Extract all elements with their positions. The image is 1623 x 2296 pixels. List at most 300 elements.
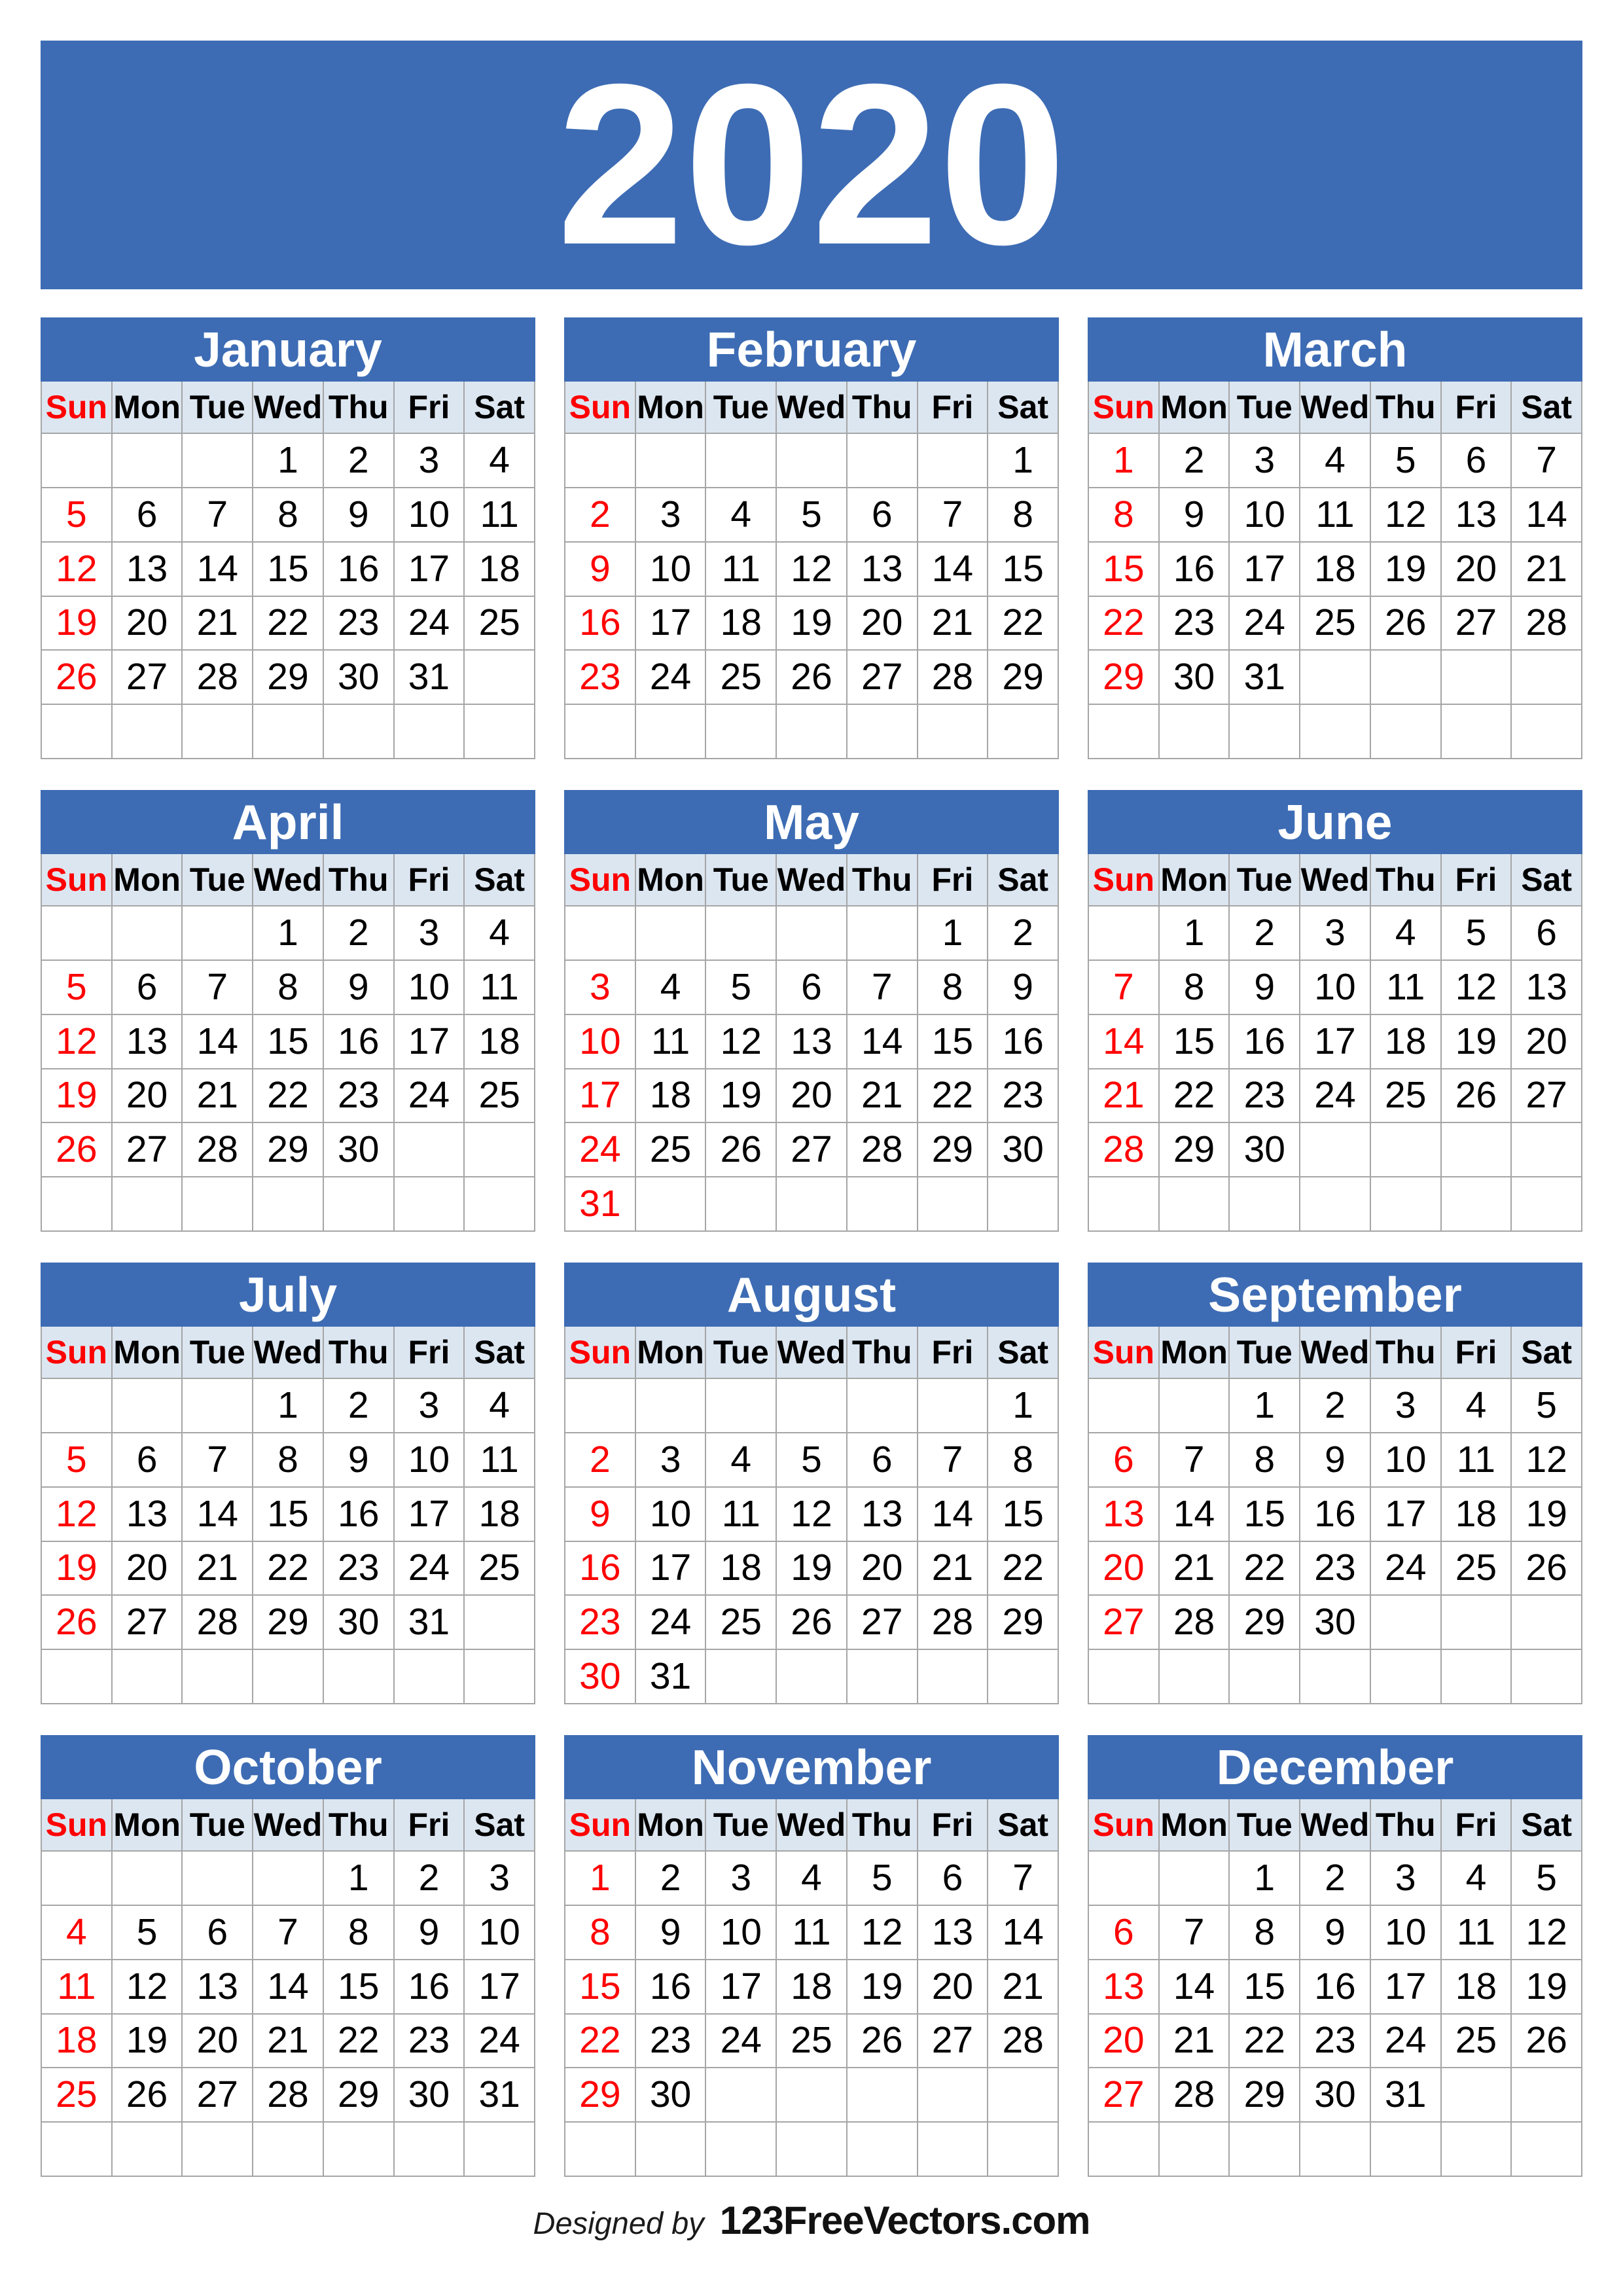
date-april-15: 15	[253, 1015, 324, 1069]
date-september-11: 11	[1442, 1433, 1512, 1488]
date-december-20: 20	[1089, 2015, 1160, 2069]
date-december-18: 18	[1442, 1960, 1512, 2015]
date-cell-empty	[988, 2123, 1059, 2177]
date-cell-empty	[1371, 1596, 1442, 1650]
date-september-18: 18	[1442, 1488, 1512, 1542]
date-cell-empty	[636, 1379, 707, 1433]
date-november-1: 1	[565, 1852, 636, 1906]
month-body	[1088, 854, 1582, 1232]
date-september-22: 22	[1230, 1542, 1300, 1596]
date-march-22: 22	[1089, 597, 1160, 651]
date-cell-empty	[1442, 1596, 1512, 1650]
date-cell-empty	[1089, 1177, 1160, 1232]
date-june-7: 7	[1089, 961, 1160, 1015]
date-june-13: 13	[1512, 961, 1582, 1015]
month-january	[41, 317, 535, 759]
date-september-20: 20	[1089, 1542, 1160, 1596]
date-february-28: 28	[918, 651, 989, 705]
weekday-header-row	[42, 1799, 535, 1852]
date-december-10: 10	[1371, 1906, 1442, 1960]
date-september-5: 5	[1512, 1379, 1582, 1433]
date-march-3: 3	[1230, 434, 1300, 488]
date-june-9: 9	[1230, 961, 1300, 1015]
date-cell-empty	[565, 1379, 636, 1433]
date-cell-empty	[777, 2123, 847, 2177]
date-august-9: 9	[565, 1488, 636, 1542]
date-february-10: 10	[636, 543, 707, 597]
day-header-mon: Mon	[1160, 1799, 1230, 1852]
day-header-sat: Sat	[465, 854, 535, 906]
date-cell-empty	[253, 1650, 324, 1704]
date-july-17: 17	[395, 1488, 465, 1542]
date-cell-empty	[1089, 906, 1160, 961]
day-header-sat: Sat	[988, 382, 1059, 434]
date-december-31: 31	[1371, 2068, 1442, 2123]
weekday-header-row	[42, 854, 535, 906]
day-header-sat: Sat	[988, 1327, 1059, 1379]
day-header-wed: Wed	[1300, 1327, 1371, 1379]
day-header-thu: Thu	[1371, 854, 1442, 906]
date-cell-empty	[183, 2123, 253, 2177]
date-june-17: 17	[1300, 1015, 1371, 1069]
day-header-thu: Thu	[847, 854, 918, 906]
date-january-11: 11	[465, 488, 535, 543]
date-june-16: 16	[1230, 1015, 1300, 1069]
weekday-header-row	[565, 382, 1059, 434]
date-october-23: 23	[395, 2015, 465, 2069]
day-header-tue: Tue	[1230, 382, 1300, 434]
date-october-24: 24	[465, 2015, 535, 2069]
date-september-4: 4	[1442, 1379, 1512, 1433]
months-grid	[41, 317, 1582, 2177]
day-header-mon: Mon	[1160, 382, 1230, 434]
day-header-thu: Thu	[1371, 1799, 1442, 1852]
date-september-19: 19	[1512, 1488, 1582, 1542]
date-december-22: 22	[1230, 2015, 1300, 2069]
date-july-7: 7	[183, 1433, 253, 1488]
date-cell-empty	[1371, 705, 1442, 759]
date-cell-empty	[1371, 1177, 1442, 1232]
day-header-wed: Wed	[253, 1799, 324, 1852]
date-march-27: 27	[1442, 597, 1512, 651]
date-june-1: 1	[1160, 906, 1230, 961]
date-july-12: 12	[42, 1488, 113, 1542]
date-cell-empty	[113, 906, 183, 961]
date-december-23: 23	[1300, 2015, 1371, 2069]
month-title: October	[41, 1735, 535, 1799]
date-august-26: 26	[777, 1596, 847, 1650]
date-september-29: 29	[1230, 1596, 1300, 1650]
date-cell-empty	[324, 1177, 395, 1232]
date-cell-empty	[395, 1650, 465, 1704]
date-november-17: 17	[706, 1960, 777, 2015]
date-cell-empty	[253, 2123, 324, 2177]
date-june-10: 10	[1300, 961, 1371, 1015]
date-cell-empty	[847, 434, 918, 488]
date-october-5: 5	[113, 1906, 183, 1960]
date-may-5: 5	[706, 961, 777, 1015]
date-cell-empty	[1160, 1379, 1230, 1433]
date-april-28: 28	[183, 1123, 253, 1177]
date-december-14: 14	[1160, 1960, 1230, 2015]
date-grid	[1089, 906, 1582, 1232]
date-cell-empty	[777, 1379, 847, 1433]
day-header-tue: Tue	[706, 1327, 777, 1379]
date-november-18: 18	[777, 1960, 847, 2015]
date-december-6: 6	[1089, 1906, 1160, 1960]
day-header-mon: Mon	[113, 1799, 183, 1852]
weekday-header-row	[1089, 382, 1582, 434]
date-cell-empty	[1089, 2123, 1160, 2177]
date-october-2: 2	[395, 1852, 465, 1906]
date-cell-empty	[1512, 2123, 1582, 2177]
date-cell-empty	[42, 1852, 113, 1906]
day-header-thu: Thu	[324, 1327, 395, 1379]
date-july-22: 22	[253, 1542, 324, 1596]
month-body	[564, 1327, 1059, 1704]
date-october-10: 10	[465, 1906, 535, 1960]
date-january-31: 31	[395, 651, 465, 705]
date-december-26: 26	[1512, 2015, 1582, 2069]
credit-prefix: Designed by	[533, 2206, 704, 2240]
day-header-sun: Sun	[1089, 1799, 1160, 1852]
date-may-28: 28	[847, 1123, 918, 1177]
date-cell-empty	[706, 1177, 777, 1232]
day-header-fri: Fri	[395, 854, 465, 906]
date-march-10: 10	[1230, 488, 1300, 543]
date-january-8: 8	[253, 488, 324, 543]
month-april	[41, 790, 535, 1232]
date-february-26: 26	[777, 651, 847, 705]
date-january-24: 24	[395, 597, 465, 651]
month-body	[41, 1327, 535, 1704]
month-september	[1088, 1263, 1582, 1704]
date-march-24: 24	[1230, 597, 1300, 651]
date-cell-empty	[1512, 705, 1582, 759]
date-june-4: 4	[1371, 906, 1442, 961]
date-cell-empty	[1371, 651, 1442, 705]
date-march-12: 12	[1371, 488, 1442, 543]
date-september-27: 27	[1089, 1596, 1160, 1650]
month-title: May	[564, 790, 1059, 854]
date-grid	[42, 1852, 535, 2177]
date-cell-empty	[42, 705, 113, 759]
date-grid	[1089, 1379, 1582, 1704]
day-header-fri: Fri	[1442, 854, 1512, 906]
date-april-5: 5	[42, 961, 113, 1015]
month-title: August	[564, 1263, 1059, 1327]
date-july-21: 21	[183, 1542, 253, 1596]
date-march-1: 1	[1089, 434, 1160, 488]
date-december-15: 15	[1230, 1960, 1300, 2015]
date-january-23: 23	[324, 597, 395, 651]
date-cell-empty	[42, 2123, 113, 2177]
date-october-22: 22	[324, 2015, 395, 2069]
weekday-header-row	[1089, 1799, 1582, 1852]
date-february-7: 7	[918, 488, 989, 543]
date-january-5: 5	[42, 488, 113, 543]
date-january-9: 9	[324, 488, 395, 543]
date-february-20: 20	[847, 597, 918, 651]
date-august-27: 27	[847, 1596, 918, 1650]
date-august-12: 12	[777, 1488, 847, 1542]
day-header-wed: Wed	[777, 854, 847, 906]
date-july-24: 24	[395, 1542, 465, 1596]
date-cell-empty	[113, 2123, 183, 2177]
date-may-29: 29	[918, 1123, 989, 1177]
date-cell-empty	[1089, 1379, 1160, 1433]
date-april-22: 22	[253, 1069, 324, 1124]
date-july-4: 4	[465, 1379, 535, 1433]
date-cell-empty	[636, 2123, 707, 2177]
month-body	[1088, 1799, 1582, 2177]
date-february-29: 29	[988, 651, 1059, 705]
date-march-29: 29	[1089, 651, 1160, 705]
date-july-25: 25	[465, 1542, 535, 1596]
date-may-7: 7	[847, 961, 918, 1015]
date-july-10: 10	[395, 1433, 465, 1488]
date-august-7: 7	[918, 1433, 989, 1488]
date-december-30: 30	[1300, 2068, 1371, 2123]
date-january-14: 14	[183, 543, 253, 597]
date-july-20: 20	[113, 1542, 183, 1596]
date-august-29: 29	[988, 1596, 1059, 1650]
date-cell-empty	[1160, 2123, 1230, 2177]
date-cell-empty	[918, 1379, 989, 1433]
date-april-16: 16	[324, 1015, 395, 1069]
month-title: January	[41, 317, 535, 382]
date-october-27: 27	[183, 2068, 253, 2123]
date-august-3: 3	[636, 1433, 707, 1488]
date-january-21: 21	[183, 597, 253, 651]
date-october-31: 31	[465, 2068, 535, 2123]
date-november-16: 16	[636, 1960, 707, 2015]
date-october-25: 25	[42, 2068, 113, 2123]
date-grid	[1089, 434, 1582, 759]
date-march-6: 6	[1442, 434, 1512, 488]
date-april-17: 17	[395, 1015, 465, 1069]
day-header-tue: Tue	[706, 854, 777, 906]
date-february-2: 2	[565, 488, 636, 543]
day-header-fri: Fri	[918, 1327, 989, 1379]
day-header-thu: Thu	[847, 1799, 918, 1852]
date-september-30: 30	[1300, 1596, 1371, 1650]
date-cell-empty	[1160, 1852, 1230, 1906]
date-october-20: 20	[183, 2015, 253, 2069]
date-august-1: 1	[988, 1379, 1059, 1433]
date-cell-empty	[706, 2123, 777, 2177]
day-header-sun: Sun	[1089, 382, 1160, 434]
date-august-22: 22	[988, 1542, 1059, 1596]
date-february-23: 23	[565, 651, 636, 705]
date-cell-empty	[183, 1379, 253, 1433]
date-february-4: 4	[706, 488, 777, 543]
date-cell-empty	[1442, 705, 1512, 759]
date-june-28: 28	[1089, 1123, 1160, 1177]
day-header-fri: Fri	[395, 1327, 465, 1379]
day-header-mon: Mon	[113, 382, 183, 434]
date-cell-empty	[465, 1596, 535, 1650]
date-may-9: 9	[988, 961, 1059, 1015]
date-march-2: 2	[1160, 434, 1230, 488]
date-december-2: 2	[1300, 1852, 1371, 1906]
date-september-9: 9	[1300, 1433, 1371, 1488]
date-august-20: 20	[847, 1542, 918, 1596]
date-cell-empty	[918, 434, 989, 488]
date-november-20: 20	[918, 1960, 989, 2015]
day-header-sat: Sat	[1512, 1327, 1582, 1379]
day-header-thu: Thu	[847, 1327, 918, 1379]
date-june-29: 29	[1160, 1123, 1230, 1177]
date-april-19: 19	[42, 1069, 113, 1124]
date-july-31: 31	[395, 1596, 465, 1650]
date-april-1: 1	[253, 906, 324, 961]
day-header-tue: Tue	[183, 1799, 253, 1852]
day-header-tue: Tue	[183, 1327, 253, 1379]
month-title: November	[564, 1735, 1059, 1799]
date-july-2: 2	[324, 1379, 395, 1433]
date-october-13: 13	[183, 1960, 253, 2015]
date-january-18: 18	[465, 543, 535, 597]
year-title: 2020	[556, 37, 1067, 293]
date-cell-empty	[395, 1177, 465, 1232]
date-april-11: 11	[465, 961, 535, 1015]
date-april-7: 7	[183, 961, 253, 1015]
month-body	[564, 854, 1059, 1232]
date-september-3: 3	[1371, 1379, 1442, 1433]
date-august-23: 23	[565, 1596, 636, 1650]
date-cell-empty	[1300, 1177, 1371, 1232]
date-june-5: 5	[1442, 906, 1512, 961]
month-body	[1088, 1327, 1582, 1704]
month-title: March	[1088, 317, 1582, 382]
date-cell-empty	[565, 906, 636, 961]
date-july-15: 15	[253, 1488, 324, 1542]
date-april-30: 30	[324, 1123, 395, 1177]
month-august	[564, 1263, 1059, 1704]
date-cell-empty	[1512, 651, 1582, 705]
date-may-14: 14	[847, 1015, 918, 1069]
date-november-24: 24	[706, 2015, 777, 2069]
date-cell-empty	[918, 2123, 989, 2177]
date-november-5: 5	[847, 1852, 918, 1906]
date-december-13: 13	[1089, 1960, 1160, 2015]
date-may-18: 18	[636, 1069, 707, 1124]
date-february-17: 17	[636, 597, 707, 651]
date-may-30: 30	[988, 1123, 1059, 1177]
date-cell-empty	[1089, 705, 1160, 759]
date-march-8: 8	[1089, 488, 1160, 543]
date-august-28: 28	[918, 1596, 989, 1650]
date-july-8: 8	[253, 1433, 324, 1488]
date-august-21: 21	[918, 1542, 989, 1596]
date-april-8: 8	[253, 961, 324, 1015]
date-september-1: 1	[1230, 1379, 1300, 1433]
date-cell-empty	[465, 1650, 535, 1704]
date-october-12: 12	[113, 1960, 183, 2015]
date-october-18: 18	[42, 2015, 113, 2069]
date-january-2: 2	[324, 434, 395, 488]
date-july-14: 14	[183, 1488, 253, 1542]
date-january-28: 28	[183, 651, 253, 705]
date-cell-empty	[1442, 2068, 1512, 2123]
day-header-fri: Fri	[918, 1799, 989, 1852]
date-cell-empty	[636, 705, 707, 759]
date-june-8: 8	[1160, 961, 1230, 1015]
date-november-14: 14	[988, 1906, 1059, 1960]
date-cell-empty	[113, 1852, 183, 1906]
date-july-27: 27	[113, 1596, 183, 1650]
month-body	[41, 1799, 535, 2177]
day-header-sun: Sun	[1089, 854, 1160, 906]
month-july	[41, 1263, 535, 1704]
date-june-26: 26	[1442, 1069, 1512, 1124]
date-cell-empty	[1230, 1177, 1300, 1232]
date-may-24: 24	[565, 1123, 636, 1177]
date-cell-empty	[113, 1379, 183, 1433]
date-october-17: 17	[465, 1960, 535, 2015]
date-april-20: 20	[113, 1069, 183, 1124]
day-header-wed: Wed	[253, 382, 324, 434]
date-cell-empty	[113, 1177, 183, 1232]
date-cell-empty	[1160, 705, 1230, 759]
date-cell-empty	[918, 1177, 989, 1232]
date-cell-empty	[636, 1177, 707, 1232]
day-header-tue: Tue	[183, 382, 253, 434]
day-header-sat: Sat	[988, 1799, 1059, 1852]
day-header-sat: Sat	[988, 854, 1059, 906]
month-february	[564, 317, 1059, 759]
date-november-12: 12	[847, 1906, 918, 1960]
weekday-header-row	[42, 382, 535, 434]
day-header-thu: Thu	[847, 382, 918, 434]
date-july-6: 6	[113, 1433, 183, 1488]
date-may-20: 20	[777, 1069, 847, 1124]
date-grid	[565, 1852, 1059, 2177]
date-cell-empty	[1371, 1123, 1442, 1177]
date-july-11: 11	[465, 1433, 535, 1488]
date-august-24: 24	[636, 1596, 707, 1650]
date-february-11: 11	[706, 543, 777, 597]
date-october-4: 4	[42, 1906, 113, 1960]
day-header-mon: Mon	[636, 1799, 707, 1852]
date-cell-empty	[847, 906, 918, 961]
day-header-sat: Sat	[1512, 854, 1582, 906]
date-march-28: 28	[1512, 597, 1582, 651]
date-january-19: 19	[42, 597, 113, 651]
date-cell-empty	[1512, 1650, 1582, 1704]
date-february-18: 18	[706, 597, 777, 651]
date-august-14: 14	[918, 1488, 989, 1542]
date-may-13: 13	[777, 1015, 847, 1069]
date-cell-empty	[42, 1650, 113, 1704]
date-march-31: 31	[1230, 651, 1300, 705]
date-cell-empty	[465, 2123, 535, 2177]
day-header-tue: Tue	[1230, 854, 1300, 906]
date-grid	[565, 906, 1059, 1232]
date-cell-empty	[253, 1852, 324, 1906]
date-may-6: 6	[777, 961, 847, 1015]
date-september-14: 14	[1160, 1488, 1230, 1542]
date-cell-empty	[253, 705, 324, 759]
date-january-27: 27	[113, 651, 183, 705]
date-december-29: 29	[1230, 2068, 1300, 2123]
date-cell-empty	[113, 434, 183, 488]
month-title: December	[1088, 1735, 1582, 1799]
month-december	[1088, 1735, 1582, 2177]
date-cell-empty	[777, 1650, 847, 1704]
date-cell-empty	[1160, 1650, 1230, 1704]
